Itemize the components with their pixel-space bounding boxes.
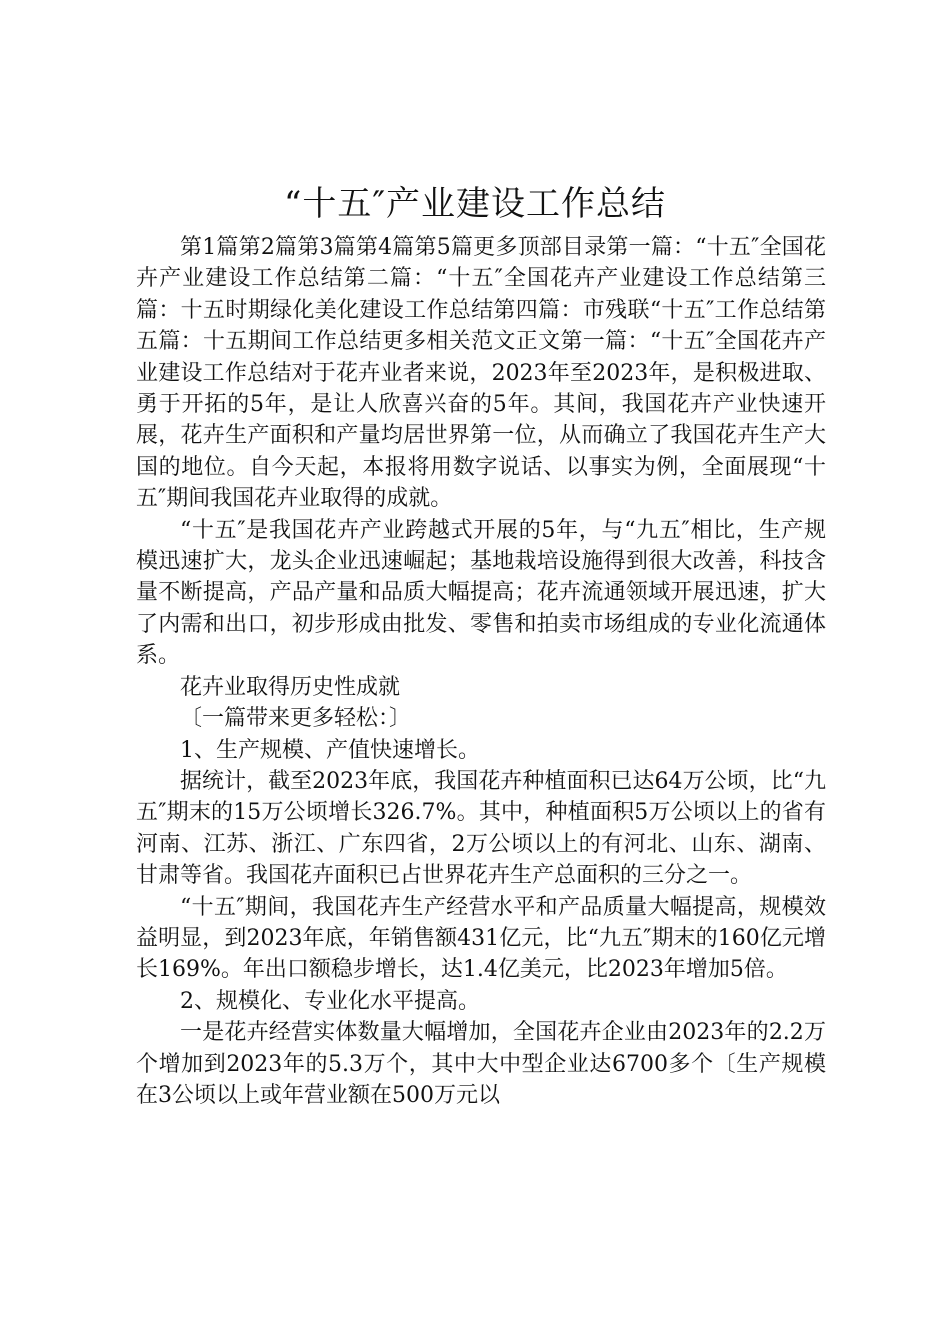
paragraph-statistics-area: 据统计，截至2023年底，我国花卉种植面积已达64万公顷，比“九五″期末的15万公顷增长326.7%。其中，种植面积5万公顷以上的省有河南、江苏、浙江、广东四省，2万公顷以上的有河北、山东、湖南、甘肃等省。我国花卉面积已占世界花卉生产总面积的三分之一。 [136,768,826,889]
paragraph-note: 〔一篇带来更多轻松：〕 [180,706,412,732]
document-body [136,232,826,1111]
paragraph-enterprises: 一是花卉经营实体数量大幅增加，全国花卉企业由2023年的2.2万个增加到2023年的5.3万个，其中大中型企业达6700多个〔生产规模在3公顷以上或年营业额在500万元以 [136,1020,826,1108]
subheading-specialization: 2、规模化、专业化水平提高。 [180,988,480,1014]
paragraph-overview: “十五″是我国花卉产业跨越式开展的5年，与“九五″相比，生产规模迅速扩大，龙头企业迅速崛起；基地栽培设施得到很大改善，科技含量不断提高，产品产量和品质大幅提高；花卉流通领域开展迅速，扩大了内需和出口，初步形成由批发、零售和拍卖市场组成的专业化流通体系。 [136,517,826,669]
section-heading-achievements: 花卉业取得历史性成就 [180,674,401,700]
paragraph-statistics-sales: “十五″期间，我国花卉生产经营水平和产品质量大幅提高，规模效益明显，到2023年底，年销售额431亿元，比“九五″期末的160亿元增长169%。年出口额稳步增长，达1.4亿美元，比2023年增加5倍。 [136,894,826,983]
subheading-scale-output: 1、生产规模、产值快速增长。 [180,737,480,763]
paragraph-toc-intro: 第1篇第2篇第3篇第4篇第5篇更多顶部目录第一篇：“十五″全国花卉产业建设工作总结第二篇：“十五″全国花卉产业建设工作总结第三篇：十五时期绿化美化建设工作总结第四篇：市残联“十五″工作总结第五篇：十五期间工作总结更多相关范文正文第一篇：“十五″全国花卉产业建设工作总结对于花卉业者来说，2023年至2023年，是积极进取、勇于开拓的5年，是让人欣喜兴奋的5年。其间，我国花卉产业快速开展，花卉生产面积和产量均居世界第一位，从而确立了我国花卉生产大国的地位。自今天起，本报将用数字说话、以事实为例，全面展现“十五″期间我国花卉业取得的成就。 [136,235,826,512]
document-title: “十五″产业建设工作总结 [283,184,667,224]
